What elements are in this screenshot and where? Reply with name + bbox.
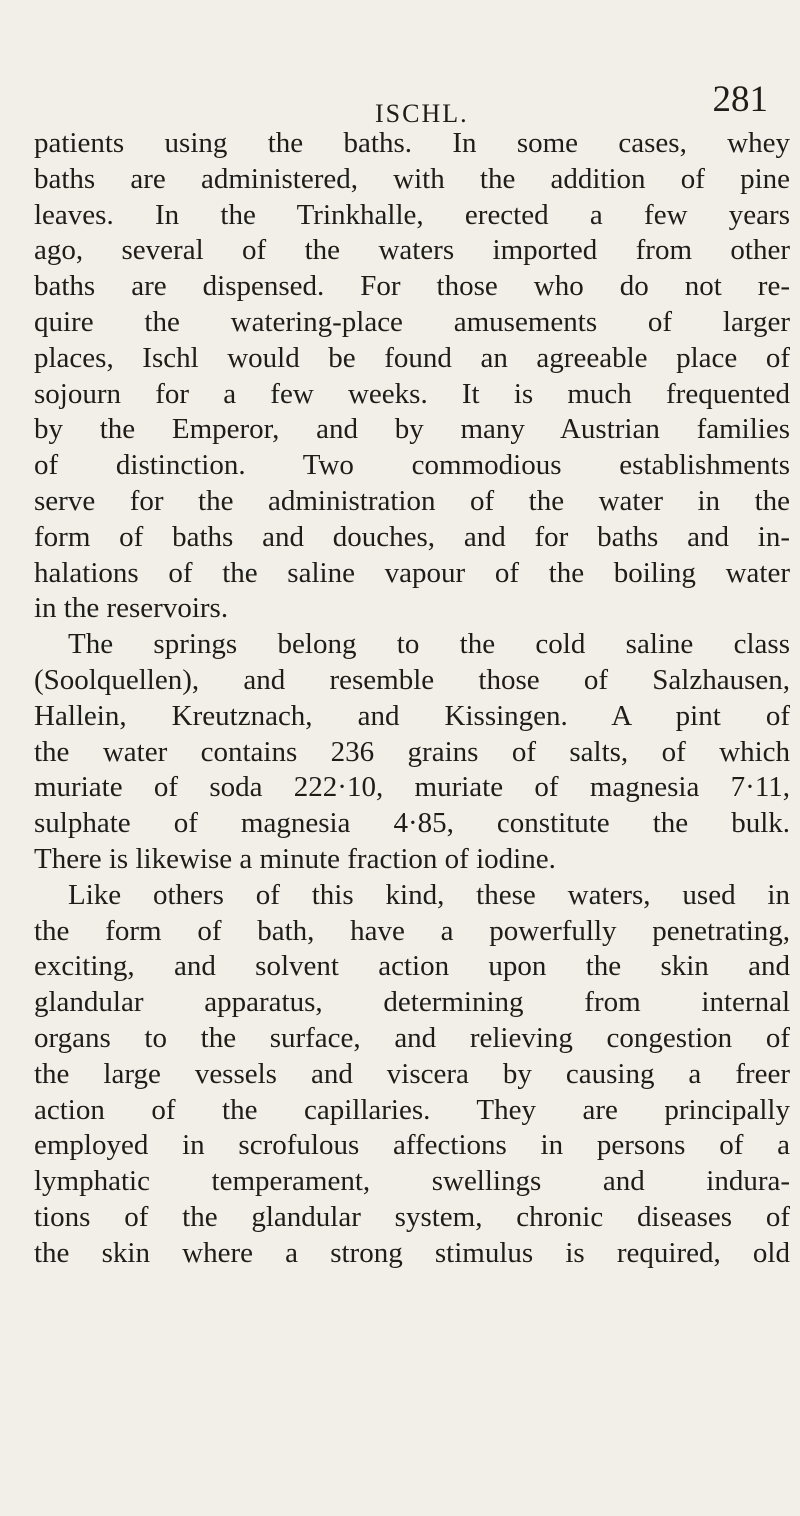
text-line: in the reservoirs. — [34, 592, 229, 625]
paragraph-start-line: Like others of this kind, these waters, used in — [68, 878, 790, 911]
body-text — [34, 126, 790, 1272]
text-line: (Soolquellen), and resemble those of Salzhausen, — [34, 663, 790, 696]
text-line: There is likewise a minute fraction of iodine. — [34, 842, 556, 875]
text-line: form of baths and douches, and for baths and in- — [34, 520, 790, 553]
text-line: quire the watering-place amusements of larger — [34, 305, 790, 338]
text-line: of distinction. Two commodious establishments — [34, 449, 790, 482]
text-line: leaves. In the Trinkhalle, erected a few years — [34, 198, 790, 231]
text-line: employed in scrofulous affections in persons of a — [34, 1129, 790, 1162]
text-line: the water contains 236 grains of salts, of which — [34, 735, 790, 768]
text-line: tions of the glandular system, chronic diseases of — [34, 1200, 790, 1233]
text-line: glandular apparatus, determining from internal — [34, 986, 790, 1019]
text-line: serve for the administration of the water in the — [34, 484, 790, 517]
paragraph-start-line: The springs belong to the cold saline class — [68, 628, 790, 661]
page-number: 281 — [712, 79, 768, 120]
text-line: baths are administered, with the addition of pine — [34, 162, 790, 195]
text-line: the form of bath, have a powerfully penetrating, — [34, 914, 790, 947]
text-line: action of the capillaries. They are principally — [34, 1093, 790, 1126]
text-line: by the Emperor, and by many Austrian families — [34, 413, 790, 446]
text-line: baths are dispensed. For those who do not re- — [34, 270, 790, 303]
text-line: exciting, and solvent action upon the skin and — [34, 950, 790, 983]
text-line: patients using the baths. In some cases, whey — [34, 127, 790, 159]
text-line: sulphate of magnesia 4·85, constitute the bulk. — [34, 807, 790, 840]
text-line: the skin where a strong stimulus is required, old — [34, 1236, 790, 1269]
running-title: ISCHL. — [375, 99, 469, 128]
text-line: organs to the surface, and relieving congestion of — [34, 1021, 790, 1054]
text-line: lymphatic temperament, swellings and indura- — [34, 1165, 790, 1198]
text-line: muriate of soda 222·10, muriate of magnesia 7·11, — [34, 771, 790, 804]
text-line: sojourn for a few weeks. It is much frequented — [34, 377, 790, 410]
text-line: Hallein, Kreutznach, and Kissingen. A pint of — [34, 699, 790, 732]
text-line: halations of the saline vapour of the boiling water — [34, 556, 790, 589]
text-line: the large vessels and viscera by causing a freer — [34, 1057, 790, 1090]
text-line: ago, several of the waters imported from other — [34, 234, 790, 267]
text-line: places, Ischl would be found an agreeable place of — [34, 341, 790, 374]
